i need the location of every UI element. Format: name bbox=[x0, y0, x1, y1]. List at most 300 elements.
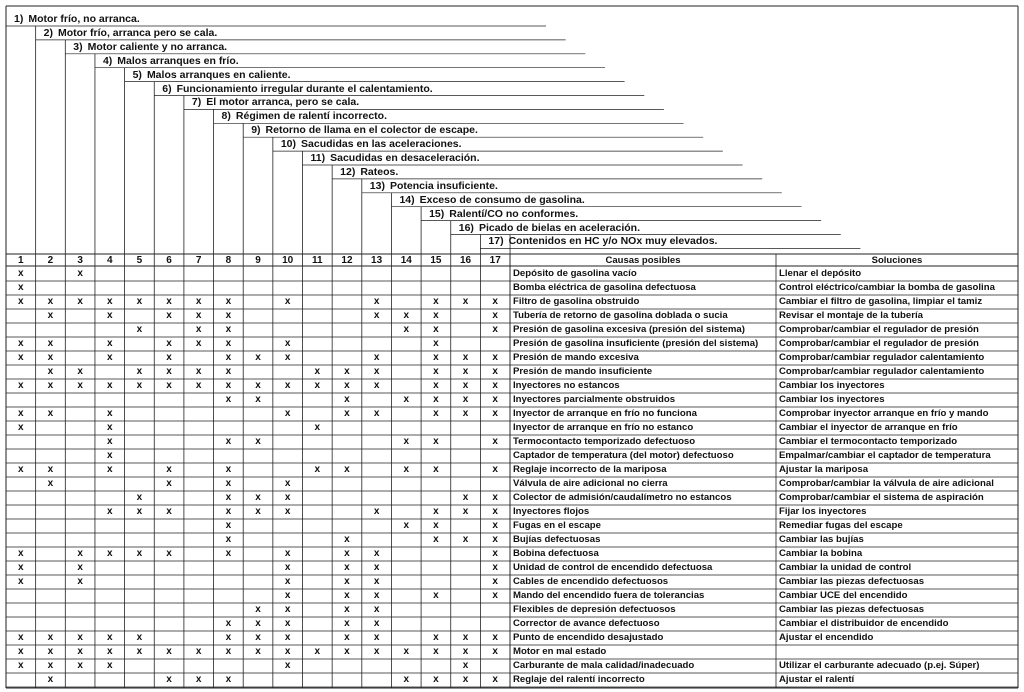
solution-cell: Cambiar la bobina bbox=[779, 549, 863, 559]
mark-cell: x bbox=[225, 478, 232, 489]
mark-cell: x bbox=[492, 534, 498, 545]
mark-cell: x bbox=[492, 562, 498, 573]
mark-cell: x bbox=[195, 380, 202, 391]
cause-cell: Inyectores flojos bbox=[513, 507, 590, 517]
mark-cell: x bbox=[106, 464, 113, 475]
mark-cell: x bbox=[136, 492, 143, 503]
mark-cell: x bbox=[284, 590, 291, 601]
mark-cell: x bbox=[433, 394, 439, 405]
symptom-number: 14) bbox=[399, 193, 415, 206]
mark-cell: x bbox=[492, 520, 498, 531]
mark-cell: x bbox=[344, 590, 350, 601]
mark-cell: x bbox=[492, 366, 498, 377]
symptom-number: 6) bbox=[162, 82, 172, 95]
mark-cell: x bbox=[314, 366, 321, 377]
solution-cell: Revisar el montaje de la tubería bbox=[779, 311, 923, 321]
mark-cell: x bbox=[462, 646, 469, 657]
mark-cell: x bbox=[166, 310, 172, 321]
mark-cell: x bbox=[492, 506, 498, 517]
mark-cell: x bbox=[492, 324, 498, 335]
symptom-number: 13) bbox=[369, 179, 385, 192]
cause-cell: Reglaje del ralentí incorrecto bbox=[513, 675, 645, 685]
symptom-text: Régimen de ralentí incorrecto. bbox=[235, 110, 388, 123]
mark-cell: x bbox=[166, 366, 172, 377]
mark-cell: x bbox=[136, 380, 143, 391]
mark-cell: x bbox=[492, 352, 498, 363]
mark-cell: x bbox=[403, 310, 410, 321]
mark-cell: x bbox=[106, 408, 113, 419]
mark-cell: x bbox=[47, 674, 54, 685]
mark-cell: x bbox=[373, 576, 380, 587]
mark-cell: x bbox=[106, 310, 113, 321]
solution-cell: Fijar los inyectores bbox=[779, 507, 867, 517]
causes-header: Causas posibles bbox=[605, 255, 681, 266]
mark-cell: x bbox=[255, 604, 261, 615]
mark-cell: x bbox=[403, 324, 410, 335]
mark-cell: x bbox=[166, 646, 172, 657]
mark-cell: x bbox=[314, 422, 321, 433]
mark-cell: x bbox=[106, 548, 113, 559]
symptom-number: 10) bbox=[280, 138, 297, 151]
cause-cell: Termocontacto temporizado defectuoso bbox=[513, 437, 696, 447]
mark-cell: x bbox=[136, 646, 143, 657]
mark-cell: x bbox=[433, 338, 439, 349]
solution-cell: Comprobar/cambiar regulador calentamiento bbox=[779, 367, 985, 377]
symptom-text: Rateos. bbox=[360, 165, 399, 178]
mark-cell: x bbox=[225, 674, 232, 685]
mark-cell: x bbox=[47, 646, 54, 657]
mark-cell: x bbox=[195, 674, 202, 685]
mark-cell: x bbox=[47, 310, 54, 321]
mark-cell: x bbox=[373, 618, 380, 629]
solution-cell: Llenar el depósito bbox=[779, 269, 862, 279]
mark-cell: x bbox=[462, 534, 469, 545]
mark-cell: x bbox=[255, 352, 261, 363]
symptom-number: 4) bbox=[102, 54, 113, 67]
mark-cell: x bbox=[403, 646, 410, 657]
mark-cell: x bbox=[344, 646, 350, 657]
mark-cell: x bbox=[18, 632, 24, 643]
mark-cell: x bbox=[195, 310, 202, 321]
mark-cell: x bbox=[195, 324, 202, 335]
mark-cell: x bbox=[47, 338, 54, 349]
solution-cell: Ajustar el ralentí bbox=[779, 675, 855, 685]
mark-cell: x bbox=[462, 408, 469, 419]
mark-cell: x bbox=[18, 464, 24, 475]
mark-cell: x bbox=[433, 324, 439, 335]
mark-cell: x bbox=[462, 366, 469, 377]
symptom-number: 11) bbox=[310, 152, 326, 164]
mark-cell: x bbox=[225, 380, 232, 391]
mark-cell: x bbox=[462, 394, 469, 405]
symptom-heading bbox=[370, 181, 498, 192]
mark-cell: x bbox=[284, 380, 291, 391]
mark-cell: x bbox=[492, 590, 498, 601]
mark-cell: x bbox=[255, 436, 261, 447]
column-number: 8 bbox=[225, 255, 232, 266]
cause-cell: Tubería de retorno de gasolina doblada o sucia bbox=[513, 311, 728, 321]
mark-cell: x bbox=[373, 562, 380, 573]
mark-cell: x bbox=[344, 548, 350, 559]
mark-cell: x bbox=[462, 506, 469, 517]
mark-cell: x bbox=[433, 464, 439, 475]
cause-cell: Presión de gasolina insuficiente (presión del sistema) bbox=[513, 339, 759, 349]
cause-cell: Motor en mal estado bbox=[513, 647, 607, 657]
mark-cell: x bbox=[255, 380, 261, 391]
mark-cell: x bbox=[255, 394, 261, 405]
mark-cell: x bbox=[433, 436, 439, 447]
mark-cell: x bbox=[77, 380, 83, 391]
mark-cell: x bbox=[47, 380, 54, 391]
mark-cell: x bbox=[18, 380, 24, 391]
mark-cell: x bbox=[18, 268, 24, 279]
mark-cell: x bbox=[284, 618, 291, 629]
mark-cell: x bbox=[433, 366, 439, 377]
cause-cell: Inyector de arranque en frío no estanco bbox=[513, 423, 694, 433]
symptom-heading bbox=[311, 153, 480, 164]
mark-cell: x bbox=[225, 296, 232, 307]
symptom-text: Exceso de consumo de gasolina. bbox=[419, 193, 585, 206]
solution-cell: Remediar fugas del escape bbox=[779, 521, 903, 531]
mark-cell: x bbox=[18, 576, 24, 587]
mark-cell: x bbox=[433, 520, 439, 531]
mark-cell: x bbox=[77, 632, 83, 643]
mark-cell: x bbox=[136, 366, 143, 377]
column-number: 7 bbox=[195, 255, 202, 266]
mark-cell: x bbox=[106, 296, 113, 307]
solution-cell: Cambiar la unidad de control bbox=[779, 563, 912, 573]
mark-cell: x bbox=[166, 548, 172, 559]
mark-cell: x bbox=[373, 590, 380, 601]
symptom-text: Sacudidas en desaceleración. bbox=[330, 152, 480, 164]
symptom-number: 15) bbox=[429, 207, 445, 220]
column-number: 9 bbox=[255, 255, 261, 266]
mark-cell: x bbox=[373, 380, 380, 391]
mark-cell: x bbox=[314, 380, 321, 391]
mark-cell: x bbox=[373, 506, 380, 517]
mark-cell: x bbox=[166, 380, 172, 391]
solution-cell: Cambiar el inyector de arranque en frío bbox=[779, 423, 958, 433]
column-number: 14 bbox=[400, 255, 412, 266]
mark-cell: x bbox=[284, 646, 291, 657]
mark-cell: x bbox=[225, 520, 232, 531]
cause-cell: Punto de encendido desajustado bbox=[513, 633, 664, 643]
symptom-number: 1) bbox=[14, 13, 24, 25]
mark-cell: x bbox=[77, 366, 83, 377]
mark-cell: x bbox=[255, 506, 261, 517]
mark-cell: x bbox=[344, 366, 350, 377]
symptom-heading bbox=[222, 111, 387, 122]
mark-cell: x bbox=[255, 618, 261, 629]
solution-cell: Cambiar UCE del encendido bbox=[779, 591, 908, 601]
mark-cell: x bbox=[47, 464, 54, 475]
solution-cell: Comprobar/cambiar la válvula de aire adicional bbox=[779, 479, 994, 489]
mark-cell: x bbox=[77, 268, 83, 279]
mark-cell: x bbox=[344, 394, 350, 405]
solution-cell: Cambiar los inyectores bbox=[779, 381, 885, 391]
mark-cell: x bbox=[433, 380, 439, 391]
mark-cell: x bbox=[344, 380, 350, 391]
cause-cell: Presión de mando excesiva bbox=[513, 353, 639, 363]
mark-cell: x bbox=[284, 576, 291, 587]
symptom-heading bbox=[488, 236, 717, 247]
solution-cell: Control eléctrico/cambiar la bomba de gasolina bbox=[779, 283, 995, 293]
mark-cell: x bbox=[462, 660, 469, 671]
mark-cell: x bbox=[314, 646, 321, 657]
column-number: 12 bbox=[341, 255, 353, 266]
column-number: 13 bbox=[371, 255, 383, 266]
mark-cell: x bbox=[47, 632, 54, 643]
symptom-text: Retorno de llama en el colector de escape. bbox=[265, 124, 478, 137]
mark-cell: x bbox=[166, 352, 172, 363]
cause-cell: Reglaje incorrecto de la mariposa bbox=[513, 465, 667, 475]
column-number: 6 bbox=[166, 255, 172, 266]
mark-cell: x bbox=[225, 324, 232, 335]
solution-cell: Comprobar/cambiar el regulador de presión bbox=[779, 325, 979, 335]
cause-cell: Filtro de gasolina obstruido bbox=[513, 297, 640, 307]
mark-cell: x bbox=[136, 632, 143, 643]
symptom-text: Ralentí/CO no conformes. bbox=[449, 207, 579, 220]
mark-cell: x bbox=[166, 674, 172, 685]
cause-cell: Depósito de gasolina vacío bbox=[513, 269, 637, 279]
mark-cell: x bbox=[106, 646, 113, 657]
mark-cell: x bbox=[492, 296, 498, 307]
mark-cell: x bbox=[47, 478, 54, 489]
mark-cell: x bbox=[47, 352, 54, 363]
solution-cell: Cambiar las piezas defectuosas bbox=[779, 605, 925, 615]
mark-cell: x bbox=[462, 296, 469, 307]
mark-cell: x bbox=[344, 576, 350, 587]
mark-cell: x bbox=[136, 296, 143, 307]
mark-cell: x bbox=[106, 352, 113, 363]
solution-cell: Cambiar el filtro de gasolina, limpiar el tamiz bbox=[779, 297, 983, 307]
mark-cell: x bbox=[255, 646, 261, 657]
solution-cell: Empalmar/cambiar el captador de temperatura bbox=[779, 451, 991, 461]
symptom-text: Potencia insuficiente. bbox=[389, 179, 498, 192]
symptom-heading bbox=[340, 167, 398, 178]
column-number: 3 bbox=[77, 255, 83, 266]
mark-cell: x bbox=[18, 562, 24, 573]
mark-cell: x bbox=[47, 296, 54, 307]
mark-cell: x bbox=[47, 408, 54, 419]
mark-cell: x bbox=[344, 562, 350, 573]
symptom-heading bbox=[44, 28, 218, 39]
symptom-text: El motor arranca, pero se cala. bbox=[206, 96, 360, 109]
cause-cell: Inyectores no estancos bbox=[513, 381, 620, 391]
symptom-text: Funcionamiento irregular durante el calentamiento. bbox=[176, 82, 433, 95]
symptom-heading bbox=[429, 209, 578, 220]
mark-cell: x bbox=[373, 646, 380, 657]
mark-cell: x bbox=[373, 366, 380, 377]
mark-cell: x bbox=[284, 632, 291, 643]
mark-cell: x bbox=[373, 604, 380, 615]
cause-cell: Bujías defectuosas bbox=[513, 535, 601, 545]
mark-cell: x bbox=[284, 548, 291, 559]
mark-cell: x bbox=[433, 310, 439, 321]
mark-cell: x bbox=[344, 464, 350, 475]
mark-cell: x bbox=[166, 478, 172, 489]
solution-cell: Utilizar el carburante adecuado (p.ej. Súper) bbox=[779, 661, 980, 671]
mark-cell: x bbox=[344, 534, 350, 545]
mark-cell: x bbox=[18, 548, 24, 559]
mark-cell: x bbox=[433, 590, 439, 601]
mark-cell: x bbox=[18, 296, 24, 307]
mark-cell: x bbox=[462, 352, 469, 363]
solution-cell: Comprobar/cambiar regulador calentamiento bbox=[779, 353, 985, 363]
mark-cell: x bbox=[433, 506, 439, 517]
symptom-text: Malos arranques en frío. bbox=[117, 54, 239, 67]
mark-cell: x bbox=[492, 548, 498, 559]
symptom-heading bbox=[459, 223, 640, 234]
cause-cell: Colector de admisión/caudalímetro no estancos bbox=[513, 493, 732, 503]
mark-cell: x bbox=[492, 310, 498, 321]
mark-cell: x bbox=[373, 632, 380, 643]
mark-cell: x bbox=[255, 492, 261, 503]
mark-cell: x bbox=[344, 604, 350, 615]
mark-cell: x bbox=[433, 674, 439, 685]
mark-cell: x bbox=[284, 478, 291, 489]
symptom-heading bbox=[162, 84, 432, 95]
solution-cell: Cambiar las bujías bbox=[779, 535, 864, 545]
column-number: 17 bbox=[489, 255, 501, 266]
cause-cell: Cables de encendido defectuosos bbox=[513, 577, 669, 587]
cause-cell: Captador de temperatura (del motor) defectuoso bbox=[513, 451, 734, 461]
mark-cell: x bbox=[373, 296, 380, 307]
mark-cell: x bbox=[403, 674, 410, 685]
mark-cell: x bbox=[284, 408, 291, 419]
mark-cell: x bbox=[344, 632, 350, 643]
symptom-heading bbox=[14, 14, 140, 25]
mark-cell: x bbox=[106, 436, 113, 447]
mark-cell: x bbox=[18, 282, 24, 293]
mark-cell: x bbox=[47, 366, 54, 377]
mark-cell: x bbox=[492, 436, 498, 447]
solution-cell: Ajustar el encendido bbox=[779, 633, 874, 643]
mark-cell: x bbox=[492, 674, 498, 685]
symptom-number: 2) bbox=[43, 26, 53, 39]
mark-cell: x bbox=[77, 576, 83, 587]
symptom-text: Motor caliente y no arranca. bbox=[87, 40, 228, 53]
mark-cell: x bbox=[225, 310, 232, 321]
mark-cell: x bbox=[77, 660, 83, 671]
mark-cell: x bbox=[462, 674, 469, 685]
mark-cell: x bbox=[344, 408, 350, 419]
symptom-text: Malos arranques en caliente. bbox=[146, 68, 291, 81]
mark-cell: x bbox=[492, 576, 498, 587]
mark-cell: x bbox=[433, 632, 439, 643]
solution-cell: Comprobar/cambiar el sistema de aspiración bbox=[779, 493, 984, 503]
mark-cell: x bbox=[492, 408, 498, 419]
mark-cell: x bbox=[18, 646, 24, 657]
mark-cell: x bbox=[314, 464, 321, 475]
mark-cell: x bbox=[255, 632, 261, 643]
mark-cell: x bbox=[403, 394, 410, 405]
mark-cell: x bbox=[77, 296, 83, 307]
mark-cell: x bbox=[136, 548, 143, 559]
symptom-number: 3) bbox=[73, 40, 83, 53]
solution-cell: Cambiar los inyectores bbox=[779, 395, 885, 405]
mark-cell: x bbox=[373, 352, 380, 363]
symptom-heading bbox=[73, 42, 227, 53]
symptom-text: Contenidos en HC y/o NOx muy elevados. bbox=[508, 235, 718, 248]
mark-cell: x bbox=[225, 646, 232, 657]
symptom-text: Motor frío, arranca pero se cala. bbox=[57, 26, 218, 39]
symptom-number: 5) bbox=[132, 68, 142, 81]
mark-cell: x bbox=[403, 520, 410, 531]
mark-cell: x bbox=[47, 660, 54, 671]
mark-cell: x bbox=[373, 548, 380, 559]
cause-cell: Presión de mando insuficiente bbox=[513, 367, 653, 377]
column-number: 16 bbox=[460, 255, 472, 266]
cause-cell: Inyectores parcialmente obstruidos bbox=[513, 395, 676, 405]
mark-cell: x bbox=[18, 352, 24, 363]
mark-cell: x bbox=[195, 296, 202, 307]
cause-cell: Inyector de arranque en frío no funciona bbox=[513, 409, 697, 419]
mark-cell: x bbox=[462, 492, 469, 503]
symptom-number: 12) bbox=[340, 165, 356, 178]
mark-cell: x bbox=[492, 632, 498, 643]
mark-cell: x bbox=[77, 646, 83, 657]
mark-cell: x bbox=[77, 562, 83, 573]
column-number: 11 bbox=[312, 255, 323, 266]
cause-cell: Bomba eléctrica de gasolina defectuosa bbox=[513, 283, 696, 293]
cause-cell: Flexibles de depresión defectuosos bbox=[513, 605, 676, 615]
mark-cell: x bbox=[284, 338, 291, 349]
mark-cell: x bbox=[433, 646, 439, 657]
mark-cell: x bbox=[136, 324, 143, 335]
cause-cell: Corrector de avance defectuoso bbox=[513, 619, 660, 629]
symptom-number: 16) bbox=[458, 221, 474, 234]
mark-cell: x bbox=[433, 352, 439, 363]
mark-cell: x bbox=[225, 548, 232, 559]
mark-cell: x bbox=[344, 618, 350, 629]
mark-cell: x bbox=[492, 380, 498, 391]
symptom-text: Motor frío, no arranca. bbox=[28, 13, 140, 25]
mark-cell: x bbox=[284, 506, 291, 517]
mark-cell: x bbox=[18, 660, 24, 671]
mark-cell: x bbox=[195, 646, 202, 657]
mark-cell: x bbox=[225, 464, 232, 475]
symptom-text: Sacudidas en las aceleraciones. bbox=[301, 138, 462, 151]
mark-cell: x bbox=[462, 380, 469, 391]
solution-cell: Comprobar/cambiar el regulador de presión bbox=[779, 339, 979, 349]
symptom-number: 8) bbox=[221, 110, 231, 123]
symptom-heading bbox=[133, 70, 291, 81]
column-number: 10 bbox=[282, 255, 294, 266]
column-number: 2 bbox=[47, 255, 54, 266]
mark-cell: x bbox=[225, 352, 232, 363]
mark-cell: x bbox=[492, 492, 498, 503]
mark-cell: x bbox=[18, 408, 24, 419]
mark-cell: x bbox=[284, 352, 291, 363]
mark-cell: x bbox=[106, 450, 113, 461]
mark-cell: x bbox=[403, 464, 410, 475]
mark-cell: x bbox=[225, 366, 232, 377]
symptom-text: Picado de bielas en aceleración. bbox=[478, 221, 641, 234]
symptom-heading bbox=[192, 97, 359, 108]
column-number: 1 bbox=[18, 255, 24, 266]
mark-cell: x bbox=[225, 506, 232, 517]
mark-cell: x bbox=[166, 338, 172, 349]
mark-cell: x bbox=[225, 632, 232, 643]
mark-cell: x bbox=[284, 296, 291, 307]
mark-cell: x bbox=[284, 562, 291, 573]
mark-cell: x bbox=[433, 534, 439, 545]
symptom-number: 7) bbox=[191, 96, 202, 109]
column-number: 4 bbox=[106, 255, 113, 266]
mark-cell: x bbox=[136, 506, 143, 517]
cause-cell: Carburante de mala calidad/inadecuado bbox=[513, 661, 695, 671]
